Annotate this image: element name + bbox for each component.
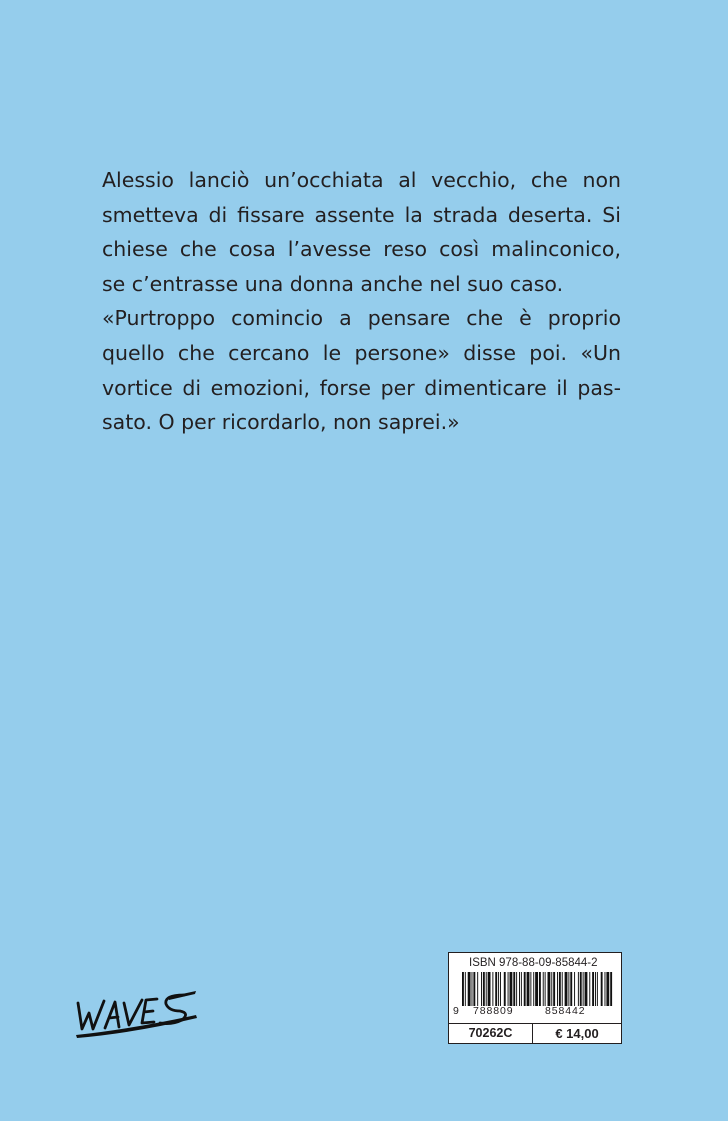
blurb-line: chiese che cosa l’avesse reso così malinconico, [102, 237, 621, 262]
barcode-bar [486, 972, 487, 1006]
barcode-bar [568, 972, 569, 1006]
barcode-bar [500, 972, 501, 1006]
barcode-bar [543, 972, 544, 1006]
barcode-bar [462, 972, 464, 1006]
barcode-bar [562, 972, 563, 1006]
barcode-bar [473, 972, 475, 1006]
barcode-bar [510, 972, 513, 1006]
barcode-bar [551, 972, 552, 1006]
barcode-digit-group-right: 858442 [545, 1005, 586, 1017]
barcode-bar [583, 972, 584, 1006]
product-code: 70262C [449, 1023, 533, 1043]
barcode-bar [524, 972, 526, 1006]
barcode-bar [519, 972, 520, 1006]
barcode-bar [530, 972, 531, 1006]
barcode-bar [597, 972, 598, 1006]
barcode-bar [483, 972, 485, 1006]
barcode-digit-group-left: 788809 [473, 1005, 514, 1017]
barcode-bar [527, 972, 530, 1006]
isbn-label: ISBN 978-88-09-85844-2 [469, 957, 598, 969]
barcode-bar [535, 972, 538, 1006]
barcode-bar [504, 972, 506, 1006]
barcode-bar [574, 972, 575, 1006]
blurb-line: vortice di emozioni, forse per dimenticare il pas- [102, 375, 621, 400]
barcode-bar [565, 972, 568, 1006]
barcode-bar [553, 972, 555, 1006]
barcode-bar [589, 972, 590, 1006]
barcode-bar [585, 972, 588, 1006]
barcode-bar [516, 972, 517, 1006]
barcode-bar [595, 972, 596, 1006]
barcode-bar [570, 972, 572, 1006]
barcode-bar [477, 972, 478, 1006]
blurb-line: smetteva di fissare assente la strada deserta. Si [102, 202, 621, 227]
barcode-bar [559, 972, 561, 1006]
barcode-bar [513, 972, 515, 1006]
barcode-bar [498, 972, 499, 1006]
barcode-box [448, 952, 622, 1044]
barcode-digit-lead: 9 [453, 1005, 460, 1017]
barcode-icon [461, 972, 613, 1006]
barcode-bar [606, 972, 609, 1006]
barcode-bar [592, 972, 594, 1006]
barcode-bar [533, 972, 534, 1006]
barcode-bar [508, 972, 509, 1006]
barcode-bar [557, 972, 558, 1006]
waves-logo-icon [72, 985, 202, 1043]
blurb-line: quello che cercano le persone» disse poi. «Un [102, 340, 621, 365]
barcode-bar [465, 972, 466, 1006]
blurb-line: se c’entrasse una donna anche nel suo caso. [102, 271, 564, 296]
barcode-bar [481, 972, 482, 1006]
barcode-digits [449, 1005, 621, 1019]
barcode-bar [610, 972, 612, 1006]
barcode-bar [521, 972, 522, 1006]
blurb-line: «Purtroppo comincio a pensare che è proprio [102, 306, 621, 331]
barcode-bar [605, 972, 606, 1006]
barcode-bar [472, 972, 473, 1006]
barcode-bar [548, 972, 551, 1006]
barcode-bar [539, 972, 541, 1006]
waves-logo-graphic [72, 985, 202, 1043]
barcode-bar [495, 972, 497, 1006]
barcode-bar [492, 972, 493, 1006]
back-cover-blurb [102, 163, 621, 440]
blurb-line: Alessio lanciò un’occhiata al vecchio, che non [102, 168, 621, 192]
barcode-bar [468, 972, 471, 1006]
barcode-bar [578, 972, 579, 1006]
barcode-bar [601, 972, 603, 1006]
blurb-line: sato. O per ricordarlo, non saprei.» [102, 410, 460, 435]
barcode-bar [580, 972, 582, 1006]
price: € 14,00 [533, 1023, 621, 1043]
barcode-bar [545, 972, 546, 1006]
barcode-bar [488, 972, 491, 1006]
